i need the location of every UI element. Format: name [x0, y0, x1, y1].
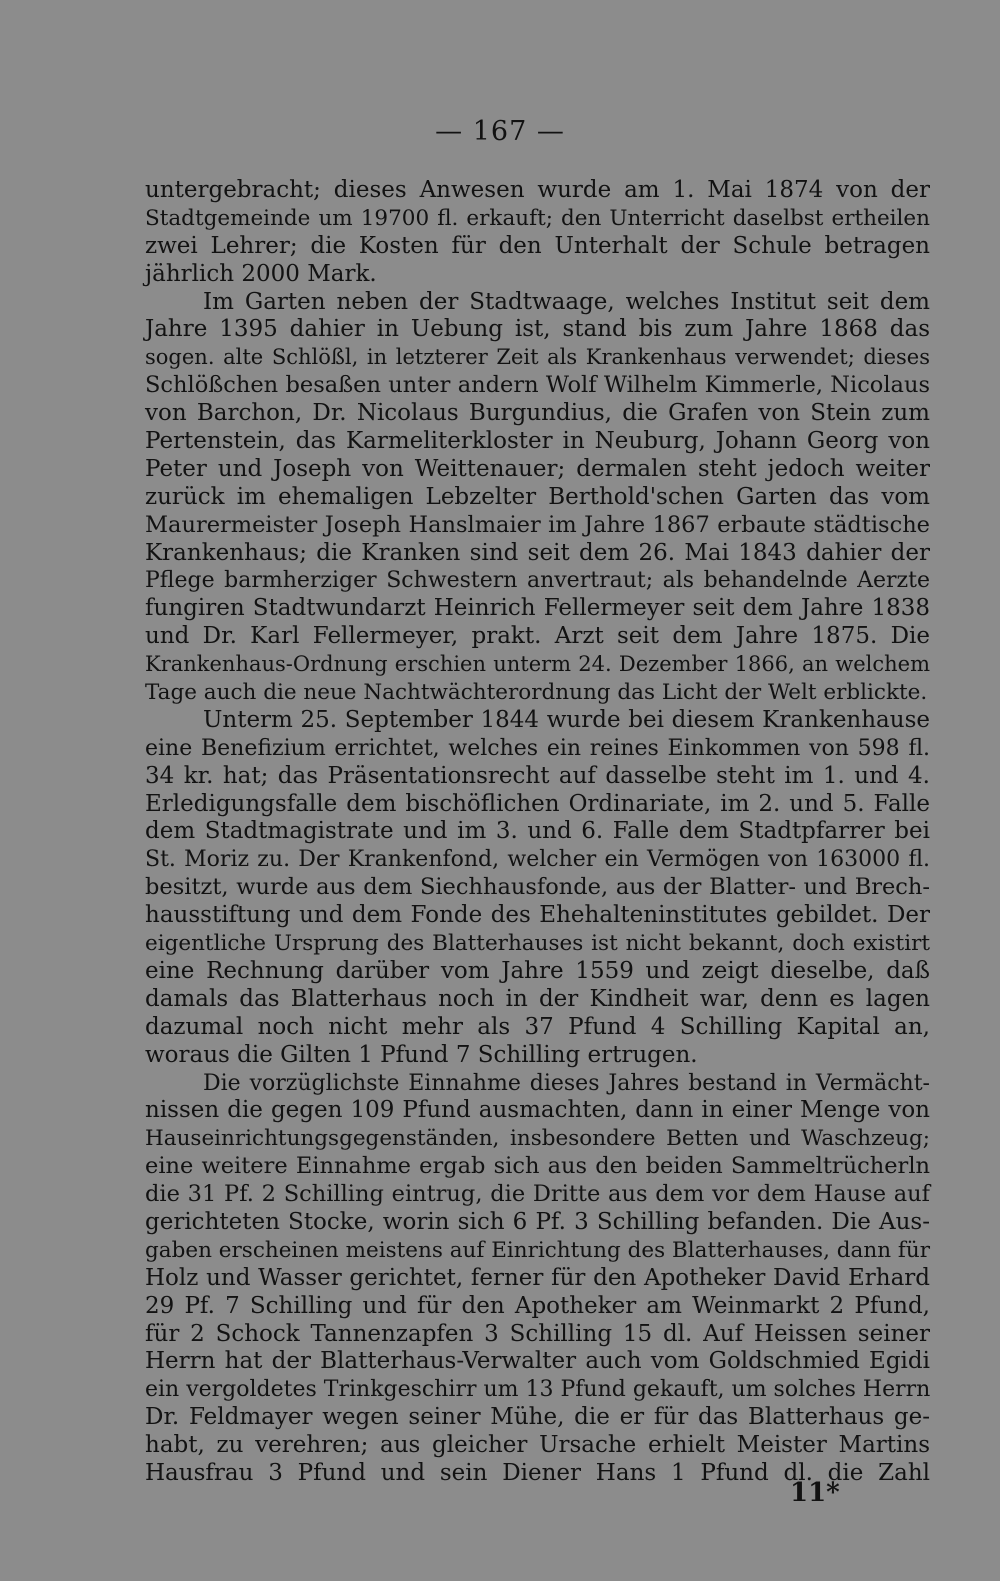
text-line: Holz und Wasser gerichtet, ferner für den Apotheker David Erhard	[145, 1264, 930, 1291]
text-line: sogen. alte Schlößl, in letzterer Zeit als Krankenhaus verwendet; dieses	[145, 345, 930, 370]
text-line: die 31 Pf. 2 Schilling eintrug, die Dritte aus dem vor dem Hause auf	[145, 1181, 930, 1208]
text-line: und Dr. Karl Fellermeyer, prakt. Arzt seit dem Jahre 1875. Die	[145, 623, 930, 650]
text-line: dem Stadtmagistrate und im 3. und 6. Falle dem Stadtpfarrer bei	[145, 818, 930, 845]
text-line: Tage auch die neue Nachtwächterordnung das Licht der Welt erblickte.	[145, 680, 928, 706]
text-line: Dr. Feldmayer wegen seiner Mühe, die er für das Blatterhaus ge-	[145, 1404, 930, 1431]
text-line: hausstiftung und dem Fonde des Ehehalteninstitutes gebildet. Der	[145, 902, 930, 929]
text-line: woraus die Gilten 1 Pfund 7 Schilling ertrugen.	[145, 1041, 698, 1068]
page-number: — 167 —	[435, 116, 565, 147]
text-line: Pflege barmherziger Schwestern anvertraut; als behandelnde Aerzte	[145, 568, 930, 594]
text-line: Hauseinrichtungsgegenständen, insbesondere Betten und Waschzeug;	[145, 1126, 930, 1152]
signature-mark: 11*	[790, 1478, 840, 1508]
text-line: Peter und Joseph von Weittenauer; dermalen steht jedoch weiter	[145, 455, 930, 482]
text-line: habt, zu verehren; aus gleicher Ursache erhielt Meister Martins	[145, 1432, 930, 1459]
text-line: Krankenhaus-Ordnung erschien unterm 24. Dezember 1866, an welchem	[145, 652, 930, 677]
text-line: 29 Pf. 7 Schilling und für den Apotheker am Weinmarkt 2 Pfund,	[145, 1292, 930, 1319]
text-line: für 2 Schock Tannenzapfen 3 Schilling 15 dl. Auf Heissen seiner	[145, 1320, 930, 1347]
text-line: dazumal noch nicht mehr als 37 Pfund 4 Schilling Kapital an,	[145, 1013, 930, 1040]
text-line: eine Benefizium errichtet, welches ein reines Einkommen von 598 fl.	[145, 735, 930, 761]
text-line: Krankenhaus; die Kranken sind seit dem 26. Mai 1843 dahier der	[145, 539, 930, 566]
paragraph	[145, 707, 930, 1070]
paragraph	[145, 177, 930, 289]
text-line: Unterm 25. September 1844 wurde bei diesem Krankenhause	[203, 706, 930, 733]
text-line: jährlich 2000 Mark.	[145, 260, 377, 287]
text-line: damals das Blatterhaus noch in der Kindheit war, denn es lagen	[145, 985, 930, 1012]
text-line: fungiren Stadtwundarzt Heinrich Fellermeyer seit dem Jahre 1838	[145, 595, 930, 622]
text-line: Schlößchen besaßen unter andern Wolf Wilhelm Kimmerle, Nicolaus	[145, 372, 930, 399]
text-line: Im Garten neben der Stadtwaage, welches Institut seit dem	[203, 288, 930, 315]
text-line: Erledigungsfalle dem bischöflichen Ordinariate, im 2. und 5. Falle	[145, 790, 930, 817]
text-line: besitzt, wurde aus dem Siechhausfonde, aus der Blatter- und Brech-	[145, 874, 930, 901]
text-line: von Barchon, Dr. Nicolaus Burgundius, die Grafen von Stein zum	[145, 400, 930, 427]
text-line: Maurermeister Joseph Hanslmaier im Jahre 1867 erbaute städtische	[145, 511, 930, 538]
text-line: Die vorzüglichste Einnahme dieses Jahres bestand in Vermächt-	[203, 1070, 930, 1096]
text-line: ein vergoldetes Trinkgeschirr um 13 Pfund gekauft, um solches Herrn	[145, 1377, 931, 1403]
text-line: zwei Lehrer; die Kosten für den Unterhalt der Schule betragen	[145, 232, 930, 259]
paragraph	[145, 289, 930, 707]
text-line: St. Moriz zu. Der Krankenfond, welcher ein Vermögen von 163000 fl.	[145, 847, 930, 873]
text-line: Pertenstein, das Karmeliterkloster in Neuburg, Johann Georg von	[145, 428, 930, 455]
text-line: untergebracht; dieses Anwesen wurde am 1. Mai 1874 von der	[145, 177, 930, 203]
text-line: Jahre 1395 dahier in Uebung ist, stand bis zum Jahre 1868 das	[145, 316, 930, 343]
text-line: 34 kr. hat; das Präsentationsrecht auf dasselbe steht im 1. und 4.	[145, 762, 930, 789]
text-line: eine weitere Einnahme ergab sich aus den beiden Sammeltrücherln	[145, 1153, 930, 1180]
text-line: gerichteten Stocke, worin sich 6 Pf. 3 Schilling befanden. Die Aus-	[145, 1208, 930, 1235]
text-line: nissen die gegen 109 Pfund ausmachten, dann in einer Menge von	[145, 1097, 930, 1124]
body-text	[145, 177, 930, 1488]
paragraph	[145, 1070, 930, 1488]
text-line: Stadtgemeinde um 19700 fl. erkauft; den Unterricht daselbst ertheilen	[145, 205, 930, 231]
text-line: Hausfrau 3 Pfund und sein Diener Hans 1 Pfund dl. die Zahl	[145, 1459, 930, 1486]
text-line: eigentliche Ursprung des Blatterhauses ist nicht bekannt, doch existirt	[145, 931, 930, 957]
text-line: eine Rechnung darüber vom Jahre 1559 und zeigt dieselbe, daß	[145, 957, 930, 984]
text-line: Herrn hat der Blatterhaus-Verwalter auch vom Goldschmied Egidi	[145, 1348, 930, 1375]
text-line: zurück im ehemaligen Lebzelter Berthold'schen Garten das vom	[145, 483, 930, 510]
text-line: gaben erscheinen meistens auf Einrichtung des Blatterhauses, dann für	[145, 1237, 930, 1263]
